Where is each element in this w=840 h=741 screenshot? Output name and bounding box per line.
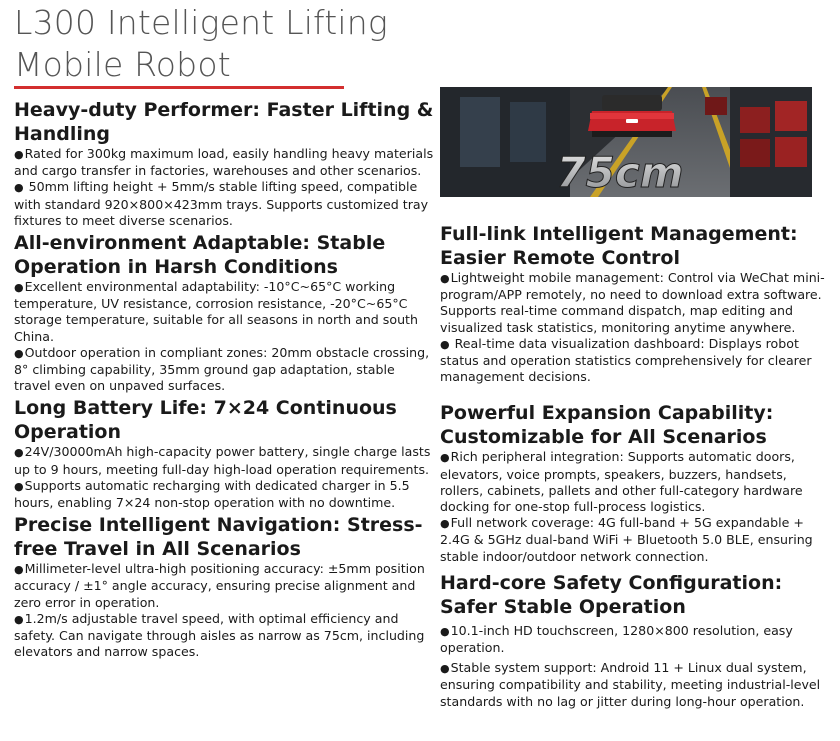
- section-paragraph: [14, 345, 434, 395]
- paragraph-text: Lightweight mobile management: Control via WeChat mini-program/APP remotely, no need to download extra software. Supports real-time command dispatch, map editing and visualized task statistics, monitoring anytime anywhere.: [440, 270, 825, 335]
- paragraph-text: Stable system support: Android 11 + Linux dual system, ensuring compatibility and stability, meeting industrial-level standards with no lag or jitter during long-hour operation.: [440, 660, 821, 709]
- section-paragraph: [14, 179, 434, 229]
- robot-hero-image: [440, 87, 812, 197]
- title-line-1: L300 Intelligent Lifting: [14, 3, 388, 42]
- section-battery: [14, 396, 434, 511]
- bullet-icon: ●: [440, 451, 450, 465]
- bullet-icon: ●: [14, 612, 24, 626]
- title-line-2: Mobile Robot: [14, 45, 231, 84]
- bullet-icon: ●: [440, 337, 450, 351]
- paragraph-text: Rich peripheral integration: Supports automatic doors, elevators, voice prompts, speakers, buzzers, handsets, rollers, cabinets, pallets and other full-category hardware docking for one-stop full-process logistics.: [440, 449, 803, 515]
- bullet-icon: ●: [14, 346, 24, 360]
- left-column: [14, 98, 434, 660]
- section-title: Full-link Intelligent Management: Easier Remote Control: [440, 223, 798, 269]
- section-paragraph: [14, 444, 434, 477]
- section-title: Hard-core Safety Configuration: Safer Stable Operation: [440, 571, 783, 618]
- section-title: Powerful Expansion Capability: Customizable for All Scenarios: [440, 402, 774, 449]
- section-safety: [440, 571, 830, 710]
- section-paragraph: [14, 478, 434, 511]
- paragraph-text: Full network coverage: 4G full-band + 5G expandable + 2.4G & 5GHz dual-band WiFi + Bluetooth 5.0 BLE, ensuring stable indoor/outdoor network connection.: [440, 515, 813, 564]
- section-expansion: [440, 401, 830, 564]
- page-title: [14, 2, 388, 86]
- section-paragraph: [440, 449, 830, 515]
- section-title: Long Battery Life: 7×24 Continuous Operation: [14, 397, 397, 444]
- hero-overlay-text: 75cm: [556, 148, 684, 197]
- section-navigation: [14, 513, 434, 660]
- section-paragraph: [14, 611, 434, 661]
- bullet-icon: ●: [14, 148, 24, 161]
- bullet-icon: ●: [440, 624, 450, 638]
- robot-illustration: [440, 87, 812, 197]
- section-heavy-duty: [14, 98, 434, 229]
- bullet-icon: ●: [440, 517, 450, 531]
- section-title: All-environment Adaptable: Stable Operation in Harsh Conditions: [14, 232, 386, 279]
- section-paragraph: [440, 515, 830, 565]
- section-all-environment: [14, 231, 434, 394]
- section-paragraph: [440, 270, 830, 336]
- section-paragraph: [440, 660, 830, 710]
- bullet-icon: ●: [14, 181, 24, 195]
- paragraph-text: Excellent environmental adaptability: -10°C~65°C working temperature, UV resistance, corrosion resistance, -20°C~65°C storage temperature, suitable for all seasons in north and south China.: [14, 279, 418, 344]
- right-column: [440, 222, 830, 710]
- title-underline: [14, 86, 344, 89]
- paragraph-text: 10.1-inch HD touchscreen, 1280×800 resolution, easy operation.: [440, 622, 793, 656]
- paragraph-text: Rated for 300kg maximum load, easily handling heavy materials and cargo transfer in factories, warehouses and other scenarios.: [14, 146, 434, 179]
- bullet-icon: ●: [14, 446, 24, 460]
- section-management: [440, 222, 830, 385]
- section-paragraph: [440, 623, 830, 656]
- paragraph-text: 1.2m/s adjustable travel speed, with optimal efficiency and safety. Can navigate through aisles as narrow as 75cm, including elevators and narrow spaces.: [14, 610, 425, 660]
- bullet-icon: ●: [14, 281, 24, 295]
- bullet-icon: ●: [14, 479, 24, 493]
- paragraph-text: Real-time data visualization dashboard: Displays robot status and operation statistics comprehensively for clearer management decisions.: [440, 335, 812, 385]
- section-title: Heavy-duty Performer: Faster Lifting & Handling: [14, 99, 434, 145]
- paragraph-text: Supports automatic recharging with dedicated charger in 5.5 hours, enabling 7×24 non-stop operation with no downtime.: [14, 477, 410, 511]
- section-title: Precise Intelligent Navigation: Stress-free Travel in All Scenarios: [14, 514, 423, 561]
- section-paragraph: [14, 146, 434, 179]
- paragraph-text: 50mm lifting height + 5mm/s stable lifting speed, compatible with standard 920×800×423mm trays. Supports customized tray fixtures to meet diverse scenarios.: [14, 179, 429, 228]
- bullet-icon: ●: [14, 563, 24, 577]
- section-paragraph: [14, 279, 434, 345]
- bullet-icon: ●: [440, 662, 450, 676]
- paragraph-text: Millimeter-level ultra-high positioning accuracy: ±5mm position accuracy / ±1° angle accuracy, ensuring precise alignment and zero error in operation.: [14, 561, 425, 610]
- paragraph-text: 24V/30000mAh high-capacity power battery, single charge lasts up to 9 hours, meeting full-day high-load operation requirements.: [14, 444, 431, 477]
- bullet-icon: ●: [440, 272, 450, 285]
- section-paragraph: [14, 561, 434, 611]
- section-paragraph: [440, 336, 830, 386]
- paragraph-text: Outdoor operation in compliant zones: 20mm obstacle crossing, 8° climbing capability, 35mm ground gap adaptation, stable travel even on unpaved surfaces.: [14, 344, 430, 394]
